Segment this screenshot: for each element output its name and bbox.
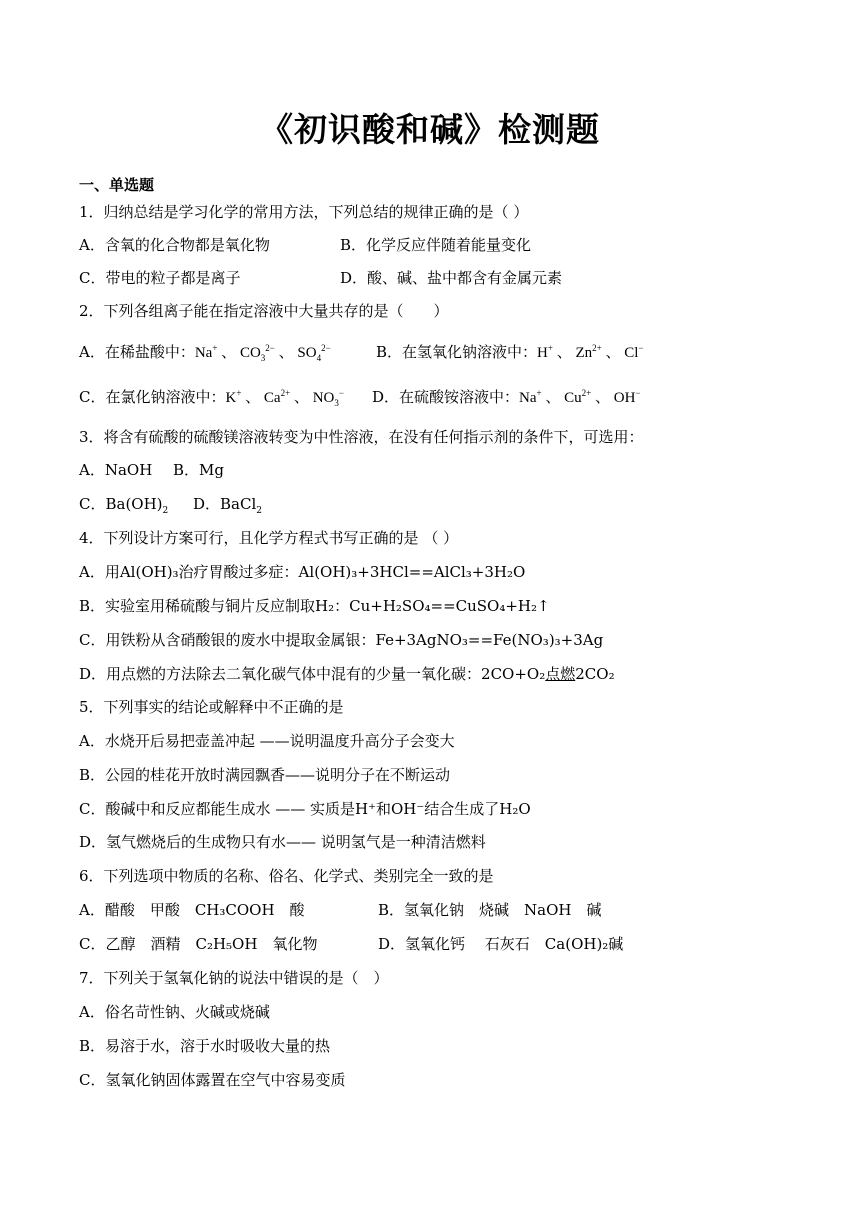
question-4-option-a: A．用Al(OH)₃治疗胃酸过多症：Al(OH)₃+3HCl==AlCl₃+3H₂O — [79, 563, 526, 581]
question-5-stem: 5．下列事实的结论或解释中不正确的是 — [79, 698, 344, 716]
question-7-stem: 7．下列关于氢氧化钠的说法中错误的是（ ） — [79, 969, 389, 987]
question-1-options-row-1 — [79, 235, 532, 255]
question-1-options-row-2 — [79, 268, 563, 288]
reaction-condition: 点燃 — [545, 665, 576, 683]
option-c: C．在氯化钠溶液中：K+ 、 $Ca^{2+}$ 、 $NO_3^-$ — [79, 388, 344, 408]
option-d: D．氢氧化钙 石灰石 Ca(OH)₂碱 — [378, 935, 624, 953]
question-7-option-a: A．俗名苛性钠、火碱或烧碱 — [79, 1003, 270, 1021]
question-5-option-a: A．水烧开后易把壶盖冲起 ——说明温度升高分子会变大 — [79, 732, 455, 750]
page-title: 《初识酸和碱》检测题 — [260, 110, 600, 149]
option-d: D．酸、碱、盐中都含有金属元素 — [340, 269, 563, 287]
option-c: C．乙醇 酒精 C₂H₅OH 氧化物 — [79, 935, 318, 953]
question-5-option-d: D．氢气燃烧后的生成物只有水—— 说明氢气是一种清洁燃料 — [79, 833, 486, 851]
option-b: B．化学反应伴随着能量变化 — [340, 236, 532, 254]
option-d: D．BaCl$_2$ — [193, 495, 263, 516]
question-3-options-row-1 — [79, 460, 224, 480]
option-a: A．醋酸 甲酸 CH₃COOH 酸 — [79, 901, 305, 919]
question-7-option-b: B．易溶于水，溶于水时吸收大量的热 — [79, 1037, 331, 1055]
option-c: C．带电的粒子都是离子 — [79, 269, 241, 287]
option-b: B．在氢氧化钠溶液中：H+ 、 $Zn^{2+}$ 、 Cl− — [376, 343, 644, 361]
question-2-options-row-1 — [79, 342, 644, 363]
option-a: A．在稀盐酸中：Na+ 、 $CO_3^{2-}$ 、 $SO_4^{2-}$ — [79, 343, 331, 363]
question-3-options-row-2 — [79, 494, 263, 516]
question-2-options-row-2 — [79, 387, 641, 408]
question-5-option-b: B．公园的桂花开放时满园飘香——说明分子在不断运动 — [79, 766, 451, 784]
option-d: D．在硫酸铵溶液中：Na+ 、 $Cu^{2+}$ 、 OH− — [372, 388, 641, 406]
section-heading: 一、单选题 — [79, 176, 155, 194]
question-5-option-c: C．酸碱中和反应都能生成水 —— 实质是H⁺和OH⁻结合生成了H₂O — [79, 800, 531, 818]
option-b: B．氢氧化钠 烧碱 NaOH 碱 — [378, 901, 602, 919]
question-4-option-b: B．实验室用稀硫酸与铜片反应制取H₂：Cu+H₂SO₄==CuSO₄+H₂↑ — [79, 597, 550, 615]
question-6-stem: 6．下列选项中物质的名称、俗名、化学式、类别完全一致的是 — [79, 867, 494, 885]
question-6-options-row-1 — [79, 900, 602, 920]
option-c: C．$Ba(OH)_2$ — [79, 495, 169, 516]
question-4-stem: 4．下列设计方案可行，且化学方程式书写正确的是 （ ） — [79, 529, 459, 547]
question-3-stem: 3．将含有硫酸的硫酸镁溶液转变为中性溶液，在没有任何指示剂的条件下，可选用： — [79, 428, 644, 446]
question-1-stem: 1．归纳总结是学习化学的常用方法，下列总结的规律正确的是（ ） — [79, 203, 529, 221]
question-7-option-c: C．氢氧化钠固体露置在空气中容易变质 — [79, 1071, 346, 1089]
option-a: A．NaOH — [79, 461, 153, 479]
question-4-option-d: D．用点燃的方法除去二氧化碳气体中混有的少量一氧化碳：2CO+O₂点燃2CO₂ — [79, 665, 615, 683]
option-a: A．含氧的化合物都是氧化物 — [79, 236, 270, 254]
option-b: B．Mg — [173, 461, 224, 479]
question-4-option-c: C．用铁粉从含硝酸银的废水中提取金属银：Fe+3AgNO₃==Fe(NO₃)₃+3Ag — [79, 631, 604, 649]
question-6-options-row-2 — [79, 934, 624, 954]
question-2-stem: 2．下列各组离子能在指定溶液中大量共存的是（ ） — [79, 302, 449, 320]
